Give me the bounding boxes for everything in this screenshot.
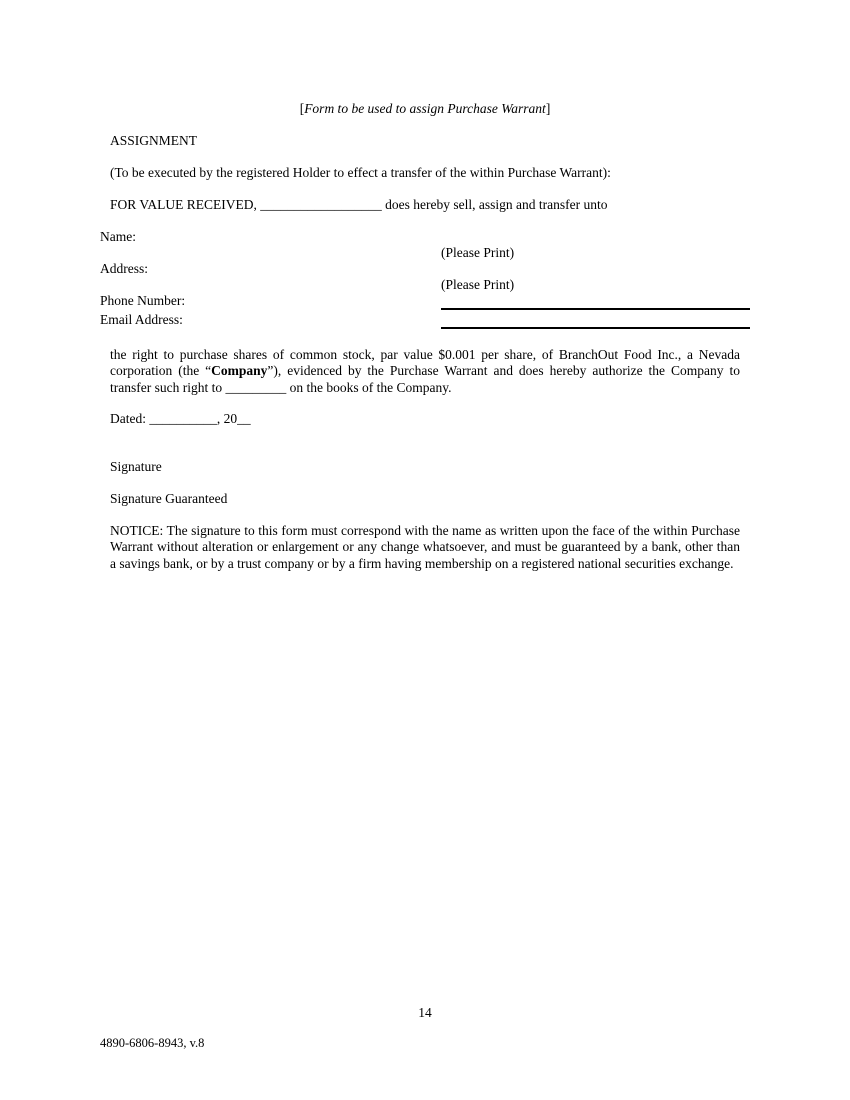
bracket-close: ] <box>545 101 551 116</box>
address-label: Address: <box>100 261 148 276</box>
please-print-name: (Please Print) <box>441 245 515 260</box>
rights-text-1: the right to purchase shares of common stock, par value $0.001 per share, of BranchOut Food Inc., a Nevada corporation (the “ <box>110 347 740 379</box>
phone-label: Phone Number: <box>100 293 186 308</box>
dated-line: Dated: __________, 20__ <box>110 411 251 426</box>
page-number: 14 <box>418 1005 432 1020</box>
form-title <box>0 101 850 117</box>
name-label: Name: <box>100 229 136 244</box>
phone-line[interactable] <box>441 308 750 310</box>
company-defined-term: Company <box>211 363 268 379</box>
notice-paragraph: NOTICE: The signature to this form must correspond with the name as written upon the face of the within Purchase Warrant without alteration or enlargement or any change whatsoever, and must be guaranteed by a bank, other than a savings bank, or by a trust company or by a firm having membership on a registered national securities exchange. <box>110 523 740 571</box>
instruction-text: (To be executed by the registered Holder to effect a transfer of the within Purchase Warrant): <box>110 165 611 180</box>
rights-text-2: ”), evidenced by the Purchase Warrant and does hereby authorize the Company to transfer such right to _________ on the books of the Company. <box>110 363 740 395</box>
bracket-open: [ <box>299 101 305 116</box>
value-received-line: FOR VALUE RECEIVED, __________________ does hereby sell, assign and transfer unto <box>110 197 608 212</box>
document-id: 4890-6806-8943, v.8 <box>100 1036 205 1050</box>
signature-guaranteed-label: Signature Guaranteed <box>110 491 228 506</box>
signature-label: Signature <box>110 459 162 474</box>
assignment-heading: ASSIGNMENT <box>110 133 198 148</box>
email-label: Email Address: <box>100 312 183 327</box>
email-line[interactable] <box>441 327 750 329</box>
please-print-address: (Please Print) <box>441 277 515 292</box>
rights-paragraph <box>110 347 740 396</box>
form-title-text: Form to be used to assign Purchase Warrant <box>304 101 546 116</box>
